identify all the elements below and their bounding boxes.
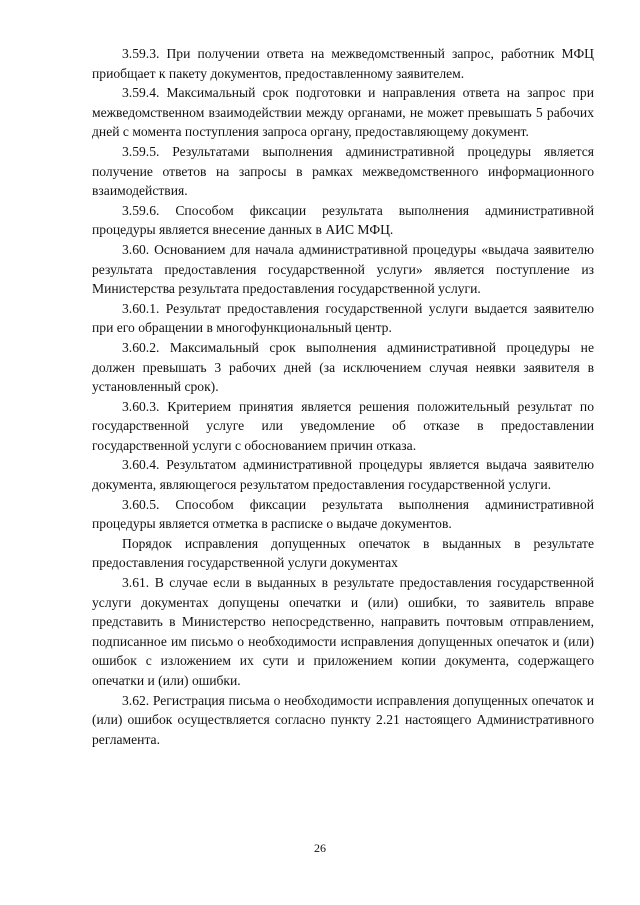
paragraph-3-61: 3.61. В случае если в выданных в результате предоставления государственной услуги документах допущены опечатки и (или) ошибки, то заявитель вправе представить в Министерство непосредственно, направить почтовым отправлением, подписанное им письмо о необходимости исправления допущенных опечаток и (или) ошибок с изложением их сути и приложением копии документа, содержащего опечатки и (или) ошибки. bbox=[92, 575, 594, 688]
paragraph-3-60-4: 3.60.4. Результатом административной процедуры является выдача заявителю документа, являющегося результатом предоставления государственной услуги. bbox=[92, 457, 594, 493]
paragraph-3-60-3: 3.60.3. Критерием принятия является решения положительный результат по государственной услуге или уведомление об отказе в предоставлении государственной услуги с обоснованием причин отказа. bbox=[92, 398, 594, 453]
paragraph-3-60-2: 3.60.2. Максимальный срок выполнения административной процедуры не должен превышать 3 рабочих дней (за исключением случая неявки заявителя в установленный срок). bbox=[92, 339, 594, 395]
paragraph-3-60-5: 3.60.5. Способом фиксации результата выполнения административной процедуры является отметка в расписке о выдаче документов. bbox=[92, 496, 594, 532]
paragraph-3-59-6: 3.59.6. Способом фиксации результата выполнения административной процедуры является внесение данных в АИС МФЦ. bbox=[92, 202, 594, 238]
paragraph-3-60-1: 3.60.1. Результат предоставления государственной услуги выдается заявителю при его обращении в многофункциональный центр. bbox=[92, 300, 594, 336]
paragraph-3-62: 3.62. Регистрация письма о необходимости исправления допущенных опечаток и (или) ошибок осуществляется согласно пункту 2.21 настоящего Административного регламента. bbox=[92, 692, 594, 747]
paragraph-3-60: 3.60. Основанием для начала административной процедуры «выдача заявителю результата предоставления государственной услуги» является поступление из Министерства результата предоставления государственной услуги. bbox=[92, 241, 594, 297]
paragraph-3-59-5: 3.59.5. Результатами выполнения административной процедуры является получение ответов на запросы в рамках межведомственного информационного взаимодействия. bbox=[92, 143, 594, 199]
document-body bbox=[92, 44, 594, 749]
section-heading-typo-correction: Порядок исправления допущенных опечаток в выданных в результате предоставления государственной услуги документах bbox=[92, 535, 594, 571]
page-number: 26 bbox=[314, 841, 326, 855]
paragraph-3-59-4: 3.59.4. Максимальный срок подготовки и направления ответа на запрос при межведомственном взаимодействии между органами, не может превышать 5 рабочих дней с момента поступления запроса органу, предоставляющему документ. bbox=[92, 85, 594, 140]
paragraph-3-59-3: 3.59.3. При получении ответа на межведомственный запрос, работник МФЦ приобщает к пакету документов, предоставленному заявителем. bbox=[92, 46, 594, 81]
